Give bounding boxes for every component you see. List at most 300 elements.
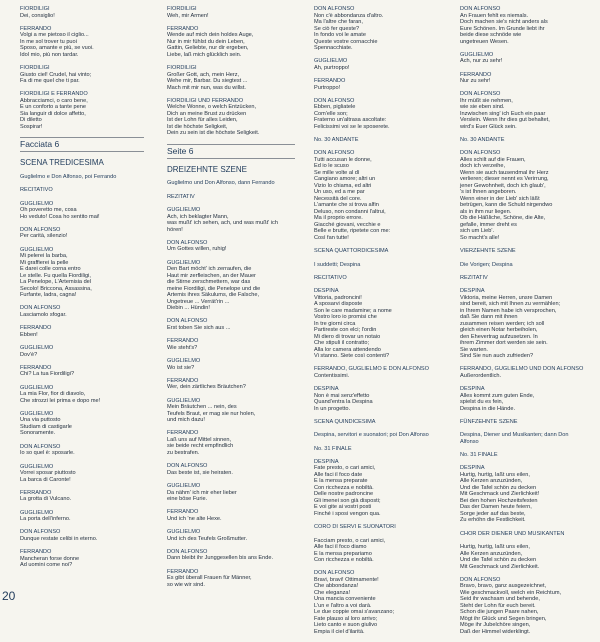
libretto-entry	[20, 201, 144, 221]
libretto-line: Seid ihr wachsam und behende,	[460, 596, 540, 603]
libretto-line: Sospirar!	[20, 123, 43, 130]
libretto-line: Tutti accusan le donne,	[314, 156, 372, 163]
scene-heading: VIERZEHNTE SZENE	[460, 248, 516, 255]
libretto-line: beide diese schnöde wie	[460, 32, 522, 38]
libretto-line: spielst du es fein,	[460, 399, 504, 406]
libretto-entry	[167, 529, 295, 542]
libretto-line: E un conforto a tante pene	[20, 104, 86, 111]
libretto-entry	[20, 345, 144, 358]
libretto-line: So macht's alle!	[460, 234, 500, 241]
libretto-line: Finché i sposi vengon qua.	[314, 510, 381, 517]
speaker-name: DESPINA	[460, 288, 485, 295]
libretto-line: Möge ihr Jubelchöre singen,	[460, 622, 531, 629]
libretto-line: Con ricchezza e nobiltà.	[314, 557, 374, 564]
libretto-line: Abbracciamci, o caro bene,	[20, 97, 88, 104]
libretto-line: Alla lor camera attendendo	[314, 346, 381, 353]
libretto-line: Da nähm' ich mir eher lieber	[167, 489, 237, 496]
libretto-line: E voi gite ai vostri posti	[314, 504, 372, 511]
libretto-entry	[20, 26, 144, 59]
libretto-line: Ist der Lohn für alles Leiden,	[167, 117, 238, 124]
scene-heading: Despina, servitori e suonatori; poi Don Alfonso	[314, 432, 429, 439]
speaker-name: FIORDILIGI E FERRANDO	[20, 91, 88, 98]
libretto-line: verlieren; dieser nennt es Verirrung,	[460, 176, 549, 183]
libretto-line: Deluso, non condanni l'altrui,	[314, 208, 386, 215]
libretto-entry	[314, 6, 442, 52]
libretto-entry	[314, 386, 442, 412]
libretto-line: Così fan tutte!	[314, 234, 349, 241]
libretto-entry	[20, 549, 144, 569]
libretto-line: Dunque restate celibi in eterno.	[20, 535, 98, 542]
speaker-name: DON ALFONSO	[20, 443, 61, 450]
libretto-line: Nur zu sehr!	[460, 78, 491, 85]
libretto-line: Lieto canto e suon giulivo	[314, 622, 378, 629]
libretto-line: Sposo, amante e più, se vuoi.	[20, 45, 94, 52]
libretto-line: Mögt ihr Glück und Segen bringen,	[460, 615, 547, 622]
libretto-line: und mich dazu!	[167, 417, 205, 424]
page-number: 20	[2, 589, 16, 603]
libretto-line: Contentissimi.	[314, 372, 350, 379]
speaker-name: FERRANDO	[314, 78, 346, 85]
libretto-entry	[20, 305, 144, 318]
libretto-line: La porta dell'inferno.	[20, 516, 71, 523]
libretto-entry	[167, 240, 295, 253]
libretto-line: E darei colle corna entro	[20, 266, 81, 273]
libretto-line: Dann bleibt ihr Junggesellen bis ans Ende.	[167, 555, 274, 562]
speaker-name: GUGLIELMO	[167, 529, 201, 536]
speaker-name: DON ALFONSO	[20, 305, 61, 312]
libretto-line: Wenn einer in der Lieb' sich läßt	[460, 195, 540, 202]
libretto-line: Alle Kerzen anzuzünden,	[460, 478, 523, 485]
speaker-name: GUGLIELMO	[20, 384, 54, 391]
scene-heading: CORO DI SERVI E SUONATORI	[314, 524, 396, 531]
scene-heading: Despina, Diener und Musikanten; dann Don Alfonso	[460, 432, 569, 445]
scene-heading: SCENA TREDICESIMA	[20, 158, 104, 168]
libretto-line: Zu erhöhn die Festlichkeit.	[460, 517, 526, 524]
speaker-name: DON ALFONSO	[460, 6, 501, 12]
libretto-entry	[20, 91, 144, 130]
libretto-line: Den Bart möcht' ich zerraufen, die	[167, 266, 252, 273]
libretto-line: Dei, consiglio!	[20, 12, 55, 19]
libretto-line: Furfante, ladra, cagna!	[20, 292, 77, 299]
libretto-line: eine böse Furie.	[167, 496, 208, 503]
libretto-line: Wer, dein zärtliches Bräutchen?	[167, 384, 246, 391]
libretto-line: Sind Sie nun auch zufrieden?	[460, 353, 534, 360]
libretto-line: Dein zu sein ist die höchste Seligkeit.	[167, 130, 260, 137]
speaker-name: DON ALFONSO	[460, 576, 501, 583]
libretto-line: Vostro loro io promisi che	[314, 314, 377, 321]
libretto-entry	[20, 490, 144, 503]
libretto-entry	[167, 318, 295, 331]
speaker-name: GUGLIELMO	[167, 397, 201, 404]
speaker-name: DON ALFONSO	[167, 463, 208, 470]
libretto-line: A sposarvi disposte	[314, 301, 363, 308]
libretto-line: Despina in die Hände.	[460, 405, 516, 412]
column-1	[20, 6, 144, 576]
libretto-line: Mach mit mir nun, was du willst.	[167, 84, 246, 91]
libretto-line: Gattin, Geliebte, nur dir ergeben,	[167, 45, 249, 52]
scene-heading: No. 31 FINALE	[460, 452, 498, 459]
libretto-line: Ah, purtroppo!	[314, 64, 350, 71]
speaker-name: DON ALFONSO	[20, 529, 61, 536]
speaker-name: DESPINA	[460, 465, 485, 472]
libretto-entry	[20, 444, 144, 457]
libretto-line: Sia languir di dolce affetto,	[20, 110, 86, 117]
speaker-name: FERRANDO, GUGLIELMO UND DON ALFONSO	[460, 366, 584, 373]
speaker-name: DESPINA	[314, 288, 339, 295]
speaker-name: GUGLIELMO	[20, 345, 54, 352]
libretto-line: ihrem Zimmer dort werden sie sein.	[460, 340, 548, 347]
libretto-line: Belle e brutte, ripetete con me:	[314, 228, 391, 235]
libretto-entry	[167, 207, 295, 233]
speaker-name: GUGLIELMO	[167, 483, 201, 490]
scene-heading: SCENA QUINDICESIMA	[314, 419, 376, 426]
libretto-line: Mi diero di trovar un notaio	[314, 333, 381, 340]
scene-heading: SCENA QUATTORDICESIMA	[314, 248, 389, 255]
libretto-line: Ungetreue ... Verrät'rin ...	[167, 298, 230, 305]
libretto-line: Che eleganza!	[314, 589, 351, 596]
libretto-entry	[167, 483, 295, 503]
libretto-line: Ho veduto! Cosa ho sentito mai!	[20, 213, 100, 220]
libretto-entry	[167, 260, 295, 312]
libretto-line: Fa di me quel che ti par.	[20, 78, 80, 85]
libretto-line: Mein Bräutchen ... nein, des	[167, 404, 237, 411]
libretto-line: Son le care madamine; a nome	[314, 307, 392, 314]
libretto-line: Das beste ist, sie heiraten.	[167, 469, 233, 476]
libretto-line: ungetreuen Wesen.	[460, 38, 509, 45]
speaker-name: FERRANDO, GUGLIELMO E DON ALFONSO	[314, 366, 430, 373]
libretto-line: Laß uns auf Mittel sinnen,	[167, 436, 232, 443]
libretto-entry	[460, 52, 588, 65]
speaker-name: FERRANDO	[167, 338, 199, 345]
libretto-line: Vittoria, padroncini!	[314, 294, 362, 301]
libretto-line: Che abbondanza!	[314, 583, 359, 590]
libretto-line: Studiam di castigarle	[20, 423, 72, 430]
libretto-line: Welche Wonne, o welch Entzücken,	[167, 104, 257, 111]
libretto-line: 's ist Ihnen angeboren.	[460, 189, 517, 196]
libretto-line: Mi graffierei la pelle	[20, 259, 69, 266]
speaker-name: GUGLIELMO	[20, 410, 54, 417]
libretto-line: Se ciò fer queste?	[314, 25, 360, 32]
libretto-entry	[460, 366, 588, 379]
libretto-line: betrügen, kann die Schuld nirgendwo	[460, 202, 553, 209]
libretto-line: Ach, ich beklagter Mann,	[167, 213, 229, 220]
speaker-name: DON ALFONSO	[460, 91, 501, 98]
libretto-line: Le due coppie omai s'avanzano;	[314, 609, 395, 616]
scene-heading: I suddetti; Despina	[314, 261, 361, 268]
speaker-name: FERRANDO	[20, 549, 52, 556]
libretto-line: Alle faci il foco diamo	[314, 544, 367, 551]
speaker-name: FERRANDO	[167, 430, 199, 437]
libretto-line: In un progetto.	[314, 405, 351, 412]
libretto-line: Mit Geschmack und Zierlichkeit.	[460, 563, 540, 570]
libretto-line: Delle nostre padroncine	[314, 491, 374, 498]
libretto-line: Ebben!	[20, 331, 38, 338]
libretto-line: Io so quel è: sposarle.	[20, 450, 75, 457]
speaker-name: DON ALFONSO	[167, 239, 208, 246]
speaker-name: GUGLIELMO	[314, 58, 348, 65]
speaker-name: DESPINA	[314, 386, 339, 393]
speaker-name: FERRANDO	[20, 325, 52, 332]
libretto-line: Dich an meine Brust zu drücken	[167, 110, 247, 117]
libretto-line: gefalle, immer dreht es	[460, 221, 517, 228]
libretto-entry	[167, 338, 295, 351]
libretto-line: Partireste con elci; l'ordin	[314, 327, 377, 334]
libretto-line: sind bereit, sich mit Ihnen zu vermählen;	[460, 301, 561, 308]
scene-heading: FÜNFZEHNTE SZENE	[460, 419, 518, 426]
libretto-line: Nur in mir fühlst du dein Leben,	[167, 38, 245, 45]
speaker-name: DON ALFONSO	[314, 150, 355, 157]
speaker-name: FERRANDO	[20, 364, 52, 371]
libretto-line: Großer Gott, ach, mein Herz,	[167, 71, 240, 78]
libretto-line: Bei den hohen Hochzeitsfesten	[460, 497, 538, 504]
speaker-name: DON ALFONSO	[314, 6, 355, 12]
libretto-entry	[20, 247, 144, 299]
libretto-line: Bravo, bravo, ganz ausgezeichnet,	[460, 583, 547, 590]
speaker-name: FIORDILIGI UND FERRANDO	[167, 97, 244, 104]
libretto-entry	[314, 150, 442, 241]
libretto-entry	[167, 378, 295, 391]
speaker-name: GUGLIELMO	[20, 246, 54, 253]
libretto-line: Spennacchiate.	[314, 45, 353, 51]
libretto-line: Oh poveretto me, cosa	[20, 207, 77, 214]
libretto-line: Schon die jungen Paare nahen,	[460, 609, 539, 616]
speaker-name: GUGLIELMO	[20, 509, 54, 516]
libretto-line: Wende auf mich dein holdes Auge,	[167, 32, 254, 39]
scene-heading: RECITATIVO	[314, 274, 347, 281]
scene-heading: Guglielmo und Don Alfonso, dann Ferrando	[167, 180, 275, 187]
libretto-line: In tre giorni circa	[314, 320, 356, 327]
speaker-name: FERRANDO	[167, 568, 199, 575]
scene-heading: Die Vorigen; Despina	[460, 261, 513, 268]
libretto-line: E la mensa preparate	[314, 478, 368, 485]
libretto-line: Ad uomini come noi?	[20, 562, 73, 569]
speaker-name: GUGLIELMO	[20, 200, 54, 207]
libretto-entry	[167, 26, 295, 59]
libretto-line: Mit Geschmack und Zierlichkeit!	[460, 491, 540, 498]
libretto-line: Giusto ciel! Crudel, hai vinto;	[20, 71, 92, 78]
libretto-line: Com'elle son;	[314, 110, 348, 117]
speaker-name: DON ALFONSO	[167, 548, 208, 555]
libretto-entry	[20, 365, 144, 378]
scene-heading: No. 30 ANDANTE	[460, 137, 505, 144]
speaker-name: GUGLIELMO	[167, 259, 201, 266]
libretto-line: meine Fiordiligi, die Penelope und die	[167, 285, 261, 292]
libretto-line: Viktoria, meine Herren, unsre Damen	[460, 294, 553, 301]
libretto-entry	[20, 529, 144, 542]
speaker-name: DON ALFONSO	[460, 150, 501, 157]
libretto-entry	[20, 385, 144, 405]
libretto-line: Vizio lo chiama, ed altri	[314, 182, 372, 189]
libretto-line: Con ricchezza e nobiltà.	[314, 484, 374, 491]
libretto-line: Purtroppo!	[314, 84, 341, 91]
libretto-entry	[314, 98, 442, 131]
libretto-line: Ed io le scuso	[314, 163, 349, 170]
libretto-entry	[20, 227, 144, 240]
libretto-line: Fate presto, o cari amici,	[314, 465, 376, 472]
libretto-line: Erst toben Sie sich aus ...	[167, 324, 231, 331]
libretto-line: Non c'è abbondanza d'altro.	[314, 12, 384, 19]
libretto-line: Ma il proprio errore.	[314, 215, 363, 222]
libretto-line: Lasciamolo sfogar.	[20, 311, 67, 318]
libretto-line: Di diletto	[20, 117, 42, 124]
speaker-name: GUGLIELMO	[20, 463, 54, 470]
libretto-line: Alles kommt zum guten Ende,	[460, 392, 535, 399]
libretto-line: wird's Euer Glück sein.	[460, 123, 517, 130]
speaker-name: FIORDILIGI	[167, 65, 197, 72]
scene-heading: No. 30 ANDANTE	[314, 137, 359, 144]
libretto-line: Che stipuli il contratto;	[314, 340, 370, 347]
libretto-line: Una mancia conveniente	[314, 596, 376, 603]
libretto-line: Dov'è?	[20, 351, 38, 358]
libretto-line: Necessità del core.	[314, 195, 362, 202]
libretto-line: Haut mir zerfleischen, an der Mauer	[167, 272, 256, 279]
libretto-entry	[167, 6, 295, 19]
libretto-line: zusammen reisen werden; ich soll	[460, 320, 545, 327]
speaker-name: DON ALFONSO	[20, 226, 61, 233]
libretto-line: gleich einen Notar herbeiholen,	[460, 327, 538, 334]
libretto-entry	[460, 465, 588, 524]
libretto-line: La barca di Caronte!	[20, 476, 71, 483]
libretto-line: als in ihm nur liegen.	[460, 208, 512, 215]
libretto-line: Doch machen sie's nicht anders als	[460, 19, 548, 25]
libretto-line: Le stelle. Fu quella Fiordiligi,	[20, 272, 91, 279]
libretto-line: Quand'entra la Despina	[314, 399, 373, 406]
libretto-line: Und ich 'ne alte Hexe.	[167, 515, 222, 522]
scene-heading: CHOR DER DIENER UND MUSIKANTEN	[460, 530, 565, 537]
libretto-line: Queste vostre cornacchie	[314, 38, 378, 45]
libretto-line: sie beide recht empfindlich	[167, 443, 234, 450]
libretto-entry	[167, 569, 295, 589]
libretto-line: In fondo voi le amate	[314, 32, 366, 38]
libretto-line: L'un e l'altro a voi darà.	[314, 602, 372, 609]
column-2	[167, 6, 295, 595]
speaker-name: FERRANDO	[167, 377, 199, 384]
speaker-name: DESPINA	[314, 458, 339, 465]
libretto-line: Sonoramente.	[20, 430, 56, 437]
libretto-line: Und ich des Teufels Großmutter.	[167, 535, 248, 542]
libretto-line: Una via puttosto	[20, 417, 61, 424]
libretto-entry	[20, 464, 144, 484]
libretto-entry	[20, 411, 144, 437]
libretto-line: Non è mai senz'effetto	[314, 392, 370, 399]
libretto-entry	[314, 78, 442, 91]
libretto-line: Mancheran forse donne	[20, 555, 80, 562]
libretto-line: Hurtig, hurtig, laßt uns eilen,	[460, 471, 530, 478]
libretto-line: L'amante che si trova alfin	[314, 202, 379, 209]
libretto-line: Das der Damen heute feiern,	[460, 504, 532, 511]
libretto-line: daß Sie dann mit ihnen	[460, 314, 518, 321]
libretto-line: Vi stanno. Siete così contenti?	[314, 353, 390, 360]
libretto-line: Vorrei sposar piuttosto	[20, 470, 76, 477]
libretto-line: Eure Schönen. Im Grunde liebt ihr	[460, 25, 545, 32]
libretto-entry	[460, 72, 588, 85]
libretto-entry	[167, 430, 295, 456]
libretto-entry	[20, 6, 144, 19]
libretto-line: Wenn sie auch tausendmal ihr Herz	[460, 169, 549, 176]
libretto-line: Diebin ... Hündin!	[167, 305, 210, 312]
libretto-line: Und die Tafel schön zu decken	[460, 484, 537, 491]
libretto-entry	[460, 6, 588, 45]
scene-heading: REZITATIV	[167, 193, 195, 200]
libretto-line: Inzwischen sing' ich Euch ein paar	[460, 110, 546, 117]
libretto-line: Steht der Lohn für euch bereit.	[460, 602, 536, 609]
libretto-line: Per carità, silenzio!	[20, 233, 68, 240]
scene-heading: RECITATIVO	[20, 187, 53, 194]
speaker-name: GUGLIELMO	[460, 51, 494, 58]
libretto-line: zu bestrafen.	[167, 449, 200, 456]
libretto-line: Daß der Himmel widerklingt.	[460, 628, 531, 635]
libretto-entry	[20, 510, 144, 523]
libretto-entry	[167, 65, 295, 91]
libretto-line: Außerordentlich.	[460, 372, 502, 379]
libretto-line: Idol mio, più non tardar.	[20, 51, 79, 58]
libretto-line: Liebe, laß mich glücklich sein.	[167, 51, 242, 58]
libretto-line: die Stirne zerschmettern, war das	[167, 279, 251, 286]
libretto-line: Chi? La tua Fiordiligi?	[20, 371, 75, 378]
libretto-line: Ebben, pigliatele	[314, 104, 356, 111]
libretto-line: Ach, nur zu sehr!	[460, 58, 503, 65]
libretto-entry	[460, 386, 588, 412]
scene-heading: REZITATIV	[460, 274, 488, 281]
libretto-line: Hurtig, hurtig, laßt uns eilen,	[460, 544, 530, 551]
libretto-entry	[314, 58, 442, 71]
libretto-line: doch ich verzeihe,	[460, 163, 506, 170]
column-4	[460, 6, 588, 642]
libretto-entry	[167, 463, 295, 476]
libretto-entry	[167, 398, 295, 424]
libretto-line: Cangiano amore; altri un	[314, 176, 376, 183]
libretto-line: Verslein. Wenn Ihr dies gut behaltet,	[460, 117, 550, 124]
libretto-line: Felicissimi voi se le sposerete.	[314, 123, 390, 130]
libretto-line: Sorge jeder auf das beste,	[460, 510, 526, 517]
section-heading: Facciata 6	[20, 137, 144, 152]
libretto-line: den Ehevertrag aufzusetzen. In	[460, 333, 538, 340]
libretto-line: E la mensa prepariamo	[314, 550, 372, 557]
libretto-entry	[314, 459, 442, 518]
libretto-entry	[314, 366, 442, 379]
libretto-line: Empia il ciel d'ilarità.	[314, 628, 365, 635]
libretto-line: sich um Lieb'.	[460, 228, 495, 235]
libretto-line: Giacché giovani, vecchie e	[314, 221, 381, 228]
libretto-line: An Frauen fehlt es niemals.	[460, 12, 529, 19]
libretto-line: Es gibt überall Frauen für Männer,	[167, 575, 252, 582]
libretto-line: In me sol trover tu puoi	[20, 38, 77, 45]
libretto-entry	[314, 538, 442, 564]
speaker-name: DESPINA	[460, 386, 485, 393]
speaker-name: FERRANDO	[167, 25, 199, 32]
libretto-entry	[167, 509, 295, 522]
speaker-name: DON ALFONSO	[314, 570, 355, 577]
scene-heading: No. 31 FINALE	[314, 445, 352, 452]
libretto-entry	[167, 98, 295, 137]
libretto-entry	[20, 325, 144, 338]
speaker-name: FIORDILIGI	[20, 6, 50, 12]
libretto-line: La grotta di Vulcano.	[20, 496, 72, 503]
libretto-line: was mußt' ich sehen, ach, und was mußt' ich hören!	[167, 220, 278, 233]
speaker-name: FERRANDO	[20, 25, 52, 32]
libretto-line: in Ihrem Namen habe ich versprochen,	[460, 307, 557, 314]
libretto-entry	[460, 150, 588, 241]
libretto-line: Ob die Häßliche, Schöne, die Alte,	[460, 215, 546, 222]
libretto-line: Ihr müßt sie nehmen,	[460, 97, 513, 104]
libretto-entry	[460, 544, 588, 570]
libretto-line: Wie geschmackvoll, welch ein Reichtum,	[460, 589, 562, 596]
libretto-line: Alle faci il foco date	[314, 471, 363, 478]
libretto-line: Wo ist sie?	[167, 364, 195, 371]
libretto-line: Fate plauso al loro arrivo;	[314, 615, 378, 622]
libretto-line: La Penelope, L'Artemisia del	[20, 279, 92, 286]
libretto-line: Secolo! Briccona, Assassina,	[20, 285, 92, 292]
